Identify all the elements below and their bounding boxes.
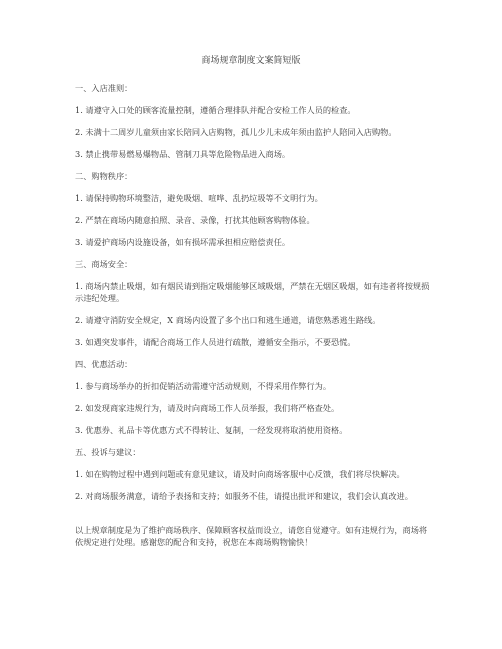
section-4-item-3: 3. 优惠券、礼品卡等优惠方式不得转让、复制，一经发现将取消使用资格。 [75, 425, 348, 435]
section-2-item-2: 2. 严禁在商场内随意拍照、录音、录像，打扰其他顾客购物体验。 [75, 215, 315, 225]
section-3-item-1: 1. 商场内禁止吸烟，如有烟民请到指定吸烟能够区域吸烟，严禁在无烟区吸烟，如有违者将按规损示违纪处理。 [75, 281, 430, 303]
section-heading-3: 三、商场安全： [75, 259, 133, 269]
section-2-item-1: 1. 请保持购物环境整洁，避免吸烟、喧哗、乱扔垃圾等不文明行为。 [75, 193, 323, 203]
section-heading-1: 一、入店准则： [75, 83, 133, 93]
section-heading-5: 五、投诉与建议： [75, 447, 141, 457]
section-5-item-2: 2. 对商场服务满意，请给予表扬和支持；如服务不佳，请提出批评和建议，我们会认真改进。 [75, 491, 413, 501]
section-heading-4: 四、优惠活动： [75, 359, 133, 369]
section-3-item-2: 2. 请遵守消防安全规定，X 商场内设置了多个出口和逃生通道，请您熟悉逃生路线。 [75, 315, 381, 325]
section-1-item-2: 2. 未满十二周岁儿童须由家长陪同入店购物，孤儿少儿未成年须由监护人陪同入店购物。 [75, 127, 397, 137]
section-4-item-2: 2. 如发现商家违规行为，请及时向商场工作人员举报，我们将严格查处。 [75, 403, 340, 413]
document-title: 商场规章制度文案简短版 [201, 56, 301, 66]
section-4-item-1: 1. 参与商场举办的折扣促销活动需遵守活动规则，不得采用作弊行为。 [75, 381, 332, 391]
closing-paragraph: 以上规章制度是为了维护商场秩序、保障顾客权益而设立，请您自觉遵守。如有违规行为，商场将依规定进行处理。感谢您的配合和支持，祝您在本商场购物愉快！ [75, 525, 428, 547]
section-3-item-3: 3. 如遇突发事件，请配合商场工作人员进行疏散，遵循安全指示，不要恐慌。 [75, 337, 356, 347]
section-1-item-3: 3. 禁止携带易燃易爆物品、管制刀具等危险物品进入商场。 [75, 149, 291, 159]
section-heading-2: 二、购物秩序： [75, 171, 133, 181]
section-5-item-1: 1. 如在购物过程中遇到问题或有意见建议，请及时向商场客服中心反馈，我们将尽快解决。 [75, 469, 405, 479]
section-1-item-1: 1. 请遵守入口处的顾客流量控制，遵循合理排队并配合安检工作人员的检查。 [75, 105, 356, 115]
section-2-item-3: 3. 请爱护商场内设施设备，如有损坏需承担相应赔偿责任。 [75, 237, 291, 247]
